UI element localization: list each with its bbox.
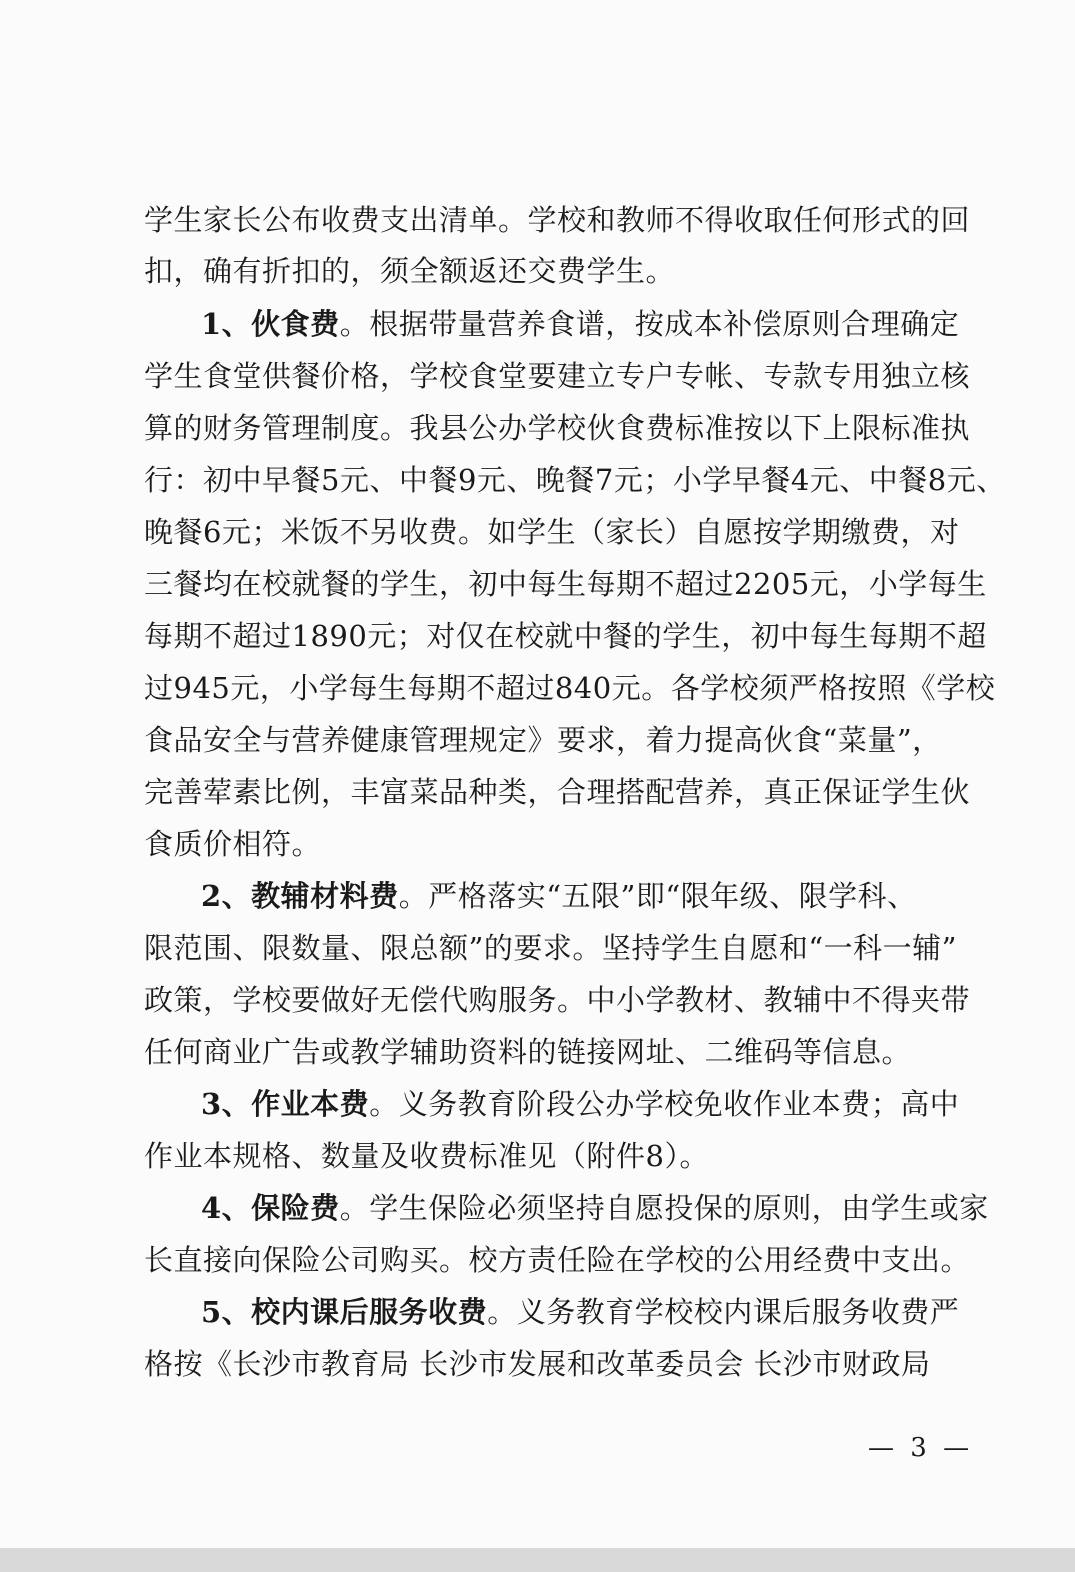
section-2-line: 2、教辅材料费。严格落实“五限”即“限年级、限学科、 — [201, 879, 917, 913]
page-number: — 3 — — [868, 1433, 974, 1463]
text-line-12: 完善荤素比例，丰富菜品种类，合理搭配营养，真正保证学生伙 — [144, 775, 971, 809]
text-line-17: 任何商业广告或教学辅助资料的链接网址、二维码等信息。 — [144, 1035, 912, 1069]
text-line-5: 算的财务管理制度。我县公办学校伙食费标准按以下上限标准执 — [144, 411, 971, 445]
text-line-21: 长直接向保险公司购买。校方责任险在学校的公用经费中支出。 — [144, 1243, 971, 1277]
text-line-19: 作业本规格、数量及收费标准见（附件8）。 — [144, 1139, 709, 1173]
text-line-1: 学生家长公布收费支出清单。学校和教师不得收取任何形式的回 — [144, 203, 971, 237]
section-1-heading: 1、伙食费 — [201, 307, 340, 341]
section-3-heading: 3、作业本费 — [201, 1087, 370, 1121]
text-line-4: 学生食堂供餐价格，学校食堂要建立专户专帐、专款专用独立核 — [144, 359, 971, 393]
text-line-7: 晚餐6元；米饭不另收费。如学生（家长）自愿按学期缴费，对 — [144, 515, 960, 549]
bottom-strip — [0, 1548, 1075, 1572]
section-3-line: 3、作业本费。义务教育阶段公办学校免收作业本费；高中 — [201, 1087, 960, 1121]
section-1-line: 1、伙食费。根据带量营养食谱，按成本补偿原则合理确定 — [201, 307, 960, 341]
section-4-heading: 4、保险费 — [201, 1191, 340, 1225]
text-line-16: 政策，学校要做好无偿代购服务。中小学教材、教辅中不得夹带 — [144, 983, 971, 1017]
text-line-6: 行：初中早餐5元、中餐9元、晚餐7元；小学早餐4元、中餐8元、 — [144, 463, 1006, 497]
text-line-11: 食品安全与营养健康管理规定》要求，着力提高伙食“菜量”， — [144, 723, 942, 757]
section-4-line: 4、保险费。学生保险必须坚持自愿投保的原则，由学生或家 — [201, 1191, 989, 1225]
text-line-2: 扣，确有折扣的，须全额返还交费学生。 — [144, 254, 676, 288]
text-line-23: 格按《长沙市教育局 长沙市发展和改革委员会 长沙市财政局 — [144, 1347, 931, 1381]
text-line-15: 限范围、限数量、限总额”的要求。坚持学生自愿和“一科一辅” — [144, 931, 957, 965]
text-line-10: 过945元，小学每生每期不超过840元。各学校须严格按照《学校 — [144, 671, 996, 705]
text-line-9: 每期不超过1890元；对仅在校就中餐的学生，初中每生每期不超 — [144, 619, 987, 653]
text-line-8: 三餐均在校就餐的学生，初中每生每期不超过2205元，小学每生 — [144, 567, 987, 601]
text-line-13: 食质价相符。 — [144, 827, 322, 861]
section-5-line: 5、校内课后服务收费。义务教育学校校内课后服务收费严 — [201, 1295, 960, 1329]
section-2-heading: 2、教辅材料费 — [201, 879, 399, 913]
section-5-heading: 5、校内课后服务收费 — [201, 1295, 488, 1329]
